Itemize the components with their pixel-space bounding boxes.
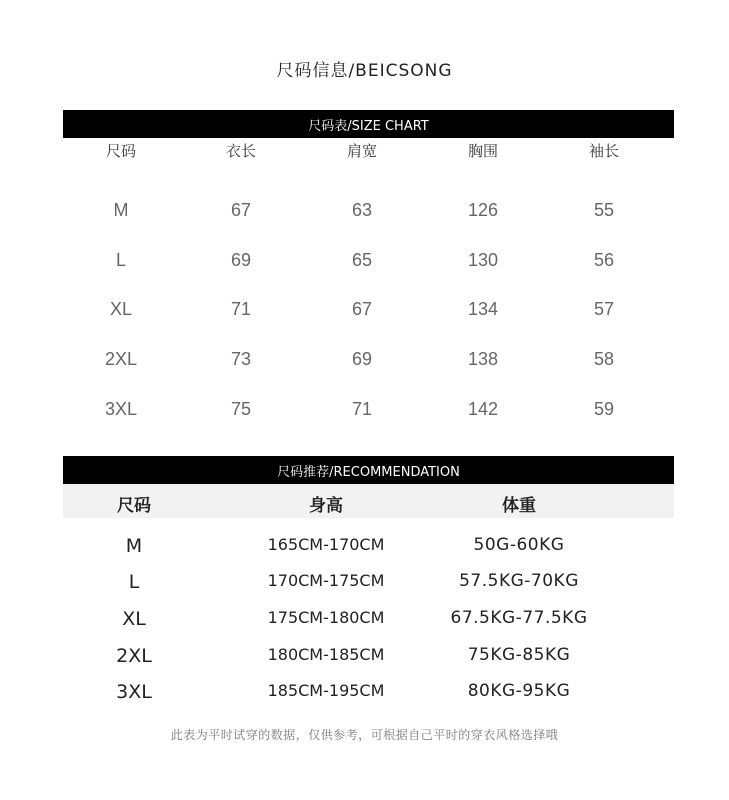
cell-size: 2XL [104, 349, 138, 369]
cell-sleeve: 57 [593, 299, 615, 319]
page-title: 尺码信息/BEICSONG [276, 61, 453, 81]
header-chest: 胸围 [467, 142, 499, 160]
cell-length: 71 [230, 299, 252, 319]
cell-size: M [113, 200, 129, 220]
cell-shoulder: 69 [351, 349, 373, 369]
header-height: 身高 [309, 496, 343, 516]
cell-weight: 75KG-85KG [467, 645, 571, 665]
cell-weight: 50G-60KG [473, 535, 565, 555]
table-row [0, 299, 729, 323]
table-row [0, 645, 729, 671]
recommendation-bar: 尺码推荐/RECOMMENDATION [63, 456, 674, 484]
cell-sleeve: 59 [593, 399, 615, 419]
header-sleeve: 袖长 [588, 142, 620, 160]
cell-weight: 80KG-95KG [467, 681, 571, 701]
header-size: 尺码 [117, 496, 151, 516]
cell-length: 73 [230, 349, 252, 369]
cell-chest: 142 [467, 399, 499, 419]
cell-sleeve: 56 [593, 250, 615, 270]
cell-length: 75 [230, 399, 252, 419]
cell-height: 175CM-180CM [267, 608, 385, 627]
table-row [0, 349, 729, 373]
table-row [0, 681, 729, 707]
cell-chest: 134 [467, 299, 499, 319]
cell-chest: 130 [467, 250, 499, 270]
cell-height: 180CM-185CM [267, 645, 385, 664]
cell-shoulder: 67 [351, 299, 373, 319]
cell-length: 67 [230, 200, 252, 220]
cell-height: 170CM-175CM [267, 571, 385, 590]
cell-size: L [128, 571, 140, 593]
table-row [0, 200, 729, 224]
cell-shoulder: 71 [351, 399, 373, 419]
cell-sleeve: 58 [593, 349, 615, 369]
cell-size: M [125, 535, 143, 557]
recommendation-header [63, 484, 674, 518]
cell-chest: 126 [467, 200, 499, 220]
size-chart-header [0, 140, 729, 160]
footer-note: 此表为平时试穿的数据，仅供参考，可根据自己平时的穿衣风格选择哦 [170, 728, 559, 742]
header-size: 尺码 [105, 142, 137, 160]
cell-height: 165CM-170CM [267, 535, 385, 554]
cell-sleeve: 55 [593, 200, 615, 220]
table-row [0, 608, 729, 634]
cell-size: L [115, 250, 127, 270]
cell-weight: 67.5KG-77.5KG [450, 608, 588, 628]
cell-shoulder: 65 [351, 250, 373, 270]
cell-size: XL [122, 608, 146, 630]
cell-size: 3XL [104, 399, 138, 419]
header-length: 衣长 [225, 142, 257, 160]
table-row [0, 571, 729, 597]
size-chart-bar: 尺码表/SIZE CHART [63, 110, 674, 138]
header-shoulder: 肩宽 [346, 142, 378, 160]
cell-shoulder: 63 [351, 200, 373, 220]
header-weight: 体重 [502, 496, 536, 516]
cell-height: 185CM-195CM [267, 681, 385, 700]
table-row [0, 399, 729, 423]
cell-chest: 138 [467, 349, 499, 369]
cell-weight: 57.5KG-70KG [459, 571, 579, 591]
cell-size: 3XL [116, 681, 152, 703]
table-row [0, 535, 729, 561]
cell-size: 2XL [116, 645, 152, 667]
cell-size: XL [109, 299, 133, 319]
table-row [0, 250, 729, 274]
cell-length: 69 [230, 250, 252, 270]
